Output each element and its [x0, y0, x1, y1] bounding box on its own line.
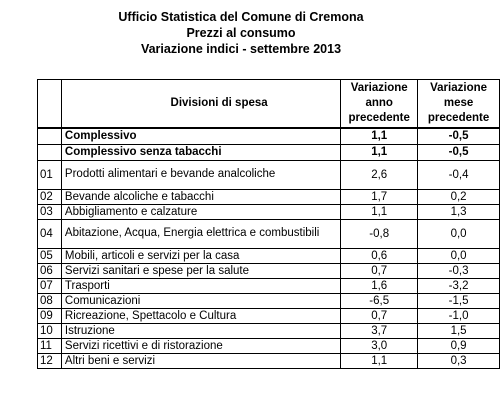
table-row — [38, 338, 500, 353]
division-label: Servizi sanitari e spese per la salute — [61, 263, 340, 278]
annual-change: -0,8 — [341, 219, 418, 248]
monthly-change: 1,5 — [418, 323, 500, 338]
division-code: 01 — [38, 160, 62, 189]
office-title: Ufficio Statistica del Comune di Cremona — [118, 10, 364, 24]
division-code: 08 — [38, 293, 62, 308]
report-header — [0, 9, 482, 57]
table-row — [38, 308, 500, 323]
monthly-change: 1,3 — [418, 204, 500, 219]
annual-change: 3,0 — [341, 338, 418, 353]
report-subtitle: Prezzi al consumo — [186, 26, 296, 40]
monthly-change: 0,0 — [418, 248, 500, 263]
price-index-table — [37, 79, 500, 369]
monthly-change: 0,2 — [418, 189, 500, 204]
monthly-change-column-header: Variazione mese precedente — [418, 80, 500, 128]
division-label: Prodotti alimentari e bevande analcoliche — [61, 160, 340, 189]
summary-row — [38, 128, 500, 145]
table-row — [38, 293, 500, 308]
summary-monthly: -0,5 — [418, 144, 500, 160]
division-code: 12 — [38, 353, 62, 368]
division-label: Mobili, articoli e servizi per la casa — [61, 248, 340, 263]
annual-change: -6,5 — [341, 293, 418, 308]
monthly-change: -0,4 — [418, 160, 500, 189]
annual-change-column-header: Variazione anno precedente — [341, 80, 418, 128]
annual-change: 0,6 — [341, 248, 418, 263]
table-row — [38, 323, 500, 338]
summary-code-cell — [38, 144, 62, 160]
division-label: Abitazione, Acqua, Energia elettrica e combustibili — [61, 219, 340, 248]
summary-label: Complessivo senza tabacchi — [61, 144, 340, 160]
division-column-header: Divisioni di spesa — [61, 80, 340, 128]
table-row — [38, 160, 500, 189]
monthly-change: 0,0 — [418, 219, 500, 248]
division-code: 03 — [38, 204, 62, 219]
summary-row — [38, 144, 500, 160]
table-row — [38, 278, 500, 293]
division-code: 09 — [38, 308, 62, 323]
division-label: Servizi ricettivi e di ristorazione — [61, 338, 340, 353]
division-code: 11 — [38, 338, 62, 353]
table-header-row — [38, 80, 500, 128]
monthly-change: -0,3 — [418, 263, 500, 278]
division-label: Abbigliamento e calzature — [61, 204, 340, 219]
annual-change: 0,7 — [341, 263, 418, 278]
division-label: Bevande alcoliche e tabacchi — [61, 189, 340, 204]
report-period: Variazione indici - settembre 2013 — [140, 42, 342, 56]
summary-annual: 1,1 — [341, 144, 418, 160]
division-label: Istruzione — [61, 323, 340, 338]
summary-code-cell — [38, 128, 62, 145]
annual-change: 1,1 — [341, 353, 418, 368]
table-row — [38, 219, 500, 248]
summary-annual: 1,1 — [341, 128, 418, 145]
monthly-change: -1,0 — [418, 308, 500, 323]
summary-monthly: -0,5 — [418, 128, 500, 145]
monthly-change: -3,2 — [418, 278, 500, 293]
annual-change: 2,6 — [341, 160, 418, 189]
table-row — [38, 248, 500, 263]
table-row — [38, 189, 500, 204]
monthly-change: 0,9 — [418, 338, 500, 353]
division-code: 02 — [38, 189, 62, 204]
division-label: Comunicazioni — [61, 293, 340, 308]
division-code: 05 — [38, 248, 62, 263]
table-row — [38, 204, 500, 219]
summary-label: Complessivo — [61, 128, 340, 145]
annual-change: 0,7 — [341, 308, 418, 323]
annual-change: 1,1 — [341, 204, 418, 219]
annual-change: 1,7 — [341, 189, 418, 204]
division-code: 04 — [38, 219, 62, 248]
division-label: Ricreazione, Spettacolo e Cultura — [61, 308, 340, 323]
monthly-change: 0,3 — [418, 353, 500, 368]
annual-change: 1,6 — [341, 278, 418, 293]
division-label: Altri beni e servizi — [61, 353, 340, 368]
division-code: 10 — [38, 323, 62, 338]
table-row — [38, 353, 500, 368]
division-code: 07 — [38, 278, 62, 293]
code-column-header — [38, 80, 62, 128]
table-row — [38, 263, 500, 278]
division-code: 06 — [38, 263, 62, 278]
annual-change: 3,7 — [341, 323, 418, 338]
monthly-change: -1,5 — [418, 293, 500, 308]
division-label: Trasporti — [61, 278, 340, 293]
